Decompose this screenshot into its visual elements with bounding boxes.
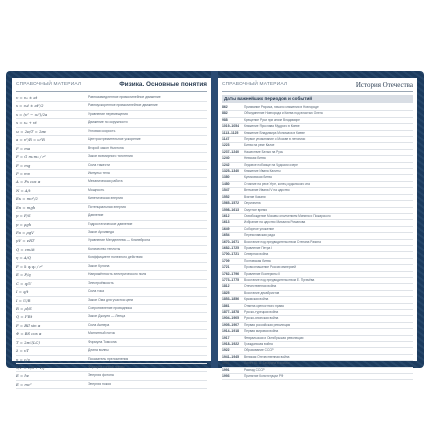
history-row-text: Восстание декабристов: [244, 290, 280, 295]
formula-row: [16, 347, 207, 355]
formula-row-text: Показатель преломления: [88, 356, 129, 361]
history-row-date: 1113–1125: [222, 130, 239, 135]
history-row-text: Невская битва: [244, 156, 266, 161]
formula-row-formula: F = G m₁m₂ / r²: [16, 154, 46, 160]
history-row-text: Образование СССР: [244, 348, 274, 353]
formula-row-formula: n = c/υ: [16, 356, 30, 362]
history-row-text: Опричнина: [244, 201, 261, 206]
formula-row: [16, 381, 207, 389]
formula-row: [16, 212, 207, 220]
history-dates-table: [222, 105, 413, 380]
formula-row-text: Равнозамедленное прямолинейное движение: [88, 95, 161, 99]
history-row-text: Первая российская революция: [244, 322, 291, 327]
history-row-text: Ледовое побоище на Чудском озере: [244, 162, 298, 167]
formula-row-formula: s = (υ² − υ₀²)/2a: [16, 111, 48, 117]
history-row-text: Переяславская рада: [244, 233, 275, 238]
right-page-header: [222, 81, 413, 92]
history-row-text: Нашествие Батыя на Русь: [244, 149, 284, 154]
formula-row: [16, 356, 207, 364]
formula-row-formula: I = U/R: [16, 297, 31, 303]
history-row-date: 1240: [222, 156, 230, 161]
history-row-text: Венчание Ивана IV на царство: [244, 188, 290, 193]
formula-row-formula: Eп = mgh: [16, 204, 36, 210]
formula-row-formula: N = A/t: [16, 187, 31, 193]
history-row-date: 1941–1945: [222, 354, 239, 359]
history-subtitle: Даты важнейших периодов и событий: [224, 96, 313, 101]
formula-row: [16, 313, 207, 321]
history-row-text: Княжение Ивана Калиты: [244, 169, 281, 174]
history-subheader: [222, 95, 413, 103]
formula-row-text: Количество теплоты: [88, 246, 121, 251]
formula-row-text: Формула Томсона: [88, 339, 117, 344]
formula-row: [16, 195, 207, 203]
formula-row-text: Уравнение перемещения: [88, 111, 128, 116]
formula-row-text: Равноускоренное прямолинейное движение: [88, 103, 158, 108]
formula-row-text: Формула тонкой линзы: [88, 365, 125, 369]
formula-row-text: Длина волны: [88, 348, 109, 353]
history-row-date: 1380: [222, 175, 230, 180]
formula-row: [16, 128, 207, 136]
formula-row-formula: p = F/S: [16, 213, 31, 219]
formula-row-text: Уравнение Менделеева — Клапейрона: [88, 238, 150, 243]
history-row-text: Распад СССР: [244, 367, 265, 372]
formula-row: [16, 246, 207, 254]
formula-row-text: Сила тока: [88, 289, 104, 294]
formula-row-formula: Fа = ρgV: [16, 230, 34, 235]
history-row-text: Полтавская битва: [244, 258, 271, 263]
formula-row-text: Закон Архимеда: [88, 230, 114, 234]
history-row-date: 1598–1613: [222, 207, 239, 212]
history-row-date: 1991: [222, 367, 230, 372]
history-row-date: 1812: [222, 284, 230, 289]
formula-row: [16, 119, 207, 127]
physics-formula-table: [16, 94, 207, 389]
history-row-date: 1654: [222, 233, 230, 238]
formula-row: [16, 162, 207, 170]
history-row-text: Февральская и Октябрьская революции: [244, 335, 304, 340]
history-row-text: Стояние на реке Угре, конец ордынского ига: [244, 181, 310, 186]
history-row-text: Русско-японская война: [244, 316, 279, 321]
formula-row: [16, 221, 207, 229]
history-row-date: 1223: [222, 143, 230, 148]
formula-row-formula: λ = υT: [16, 348, 29, 354]
formula-row: [16, 322, 207, 330]
history-row-date: 1147: [222, 137, 230, 142]
formula-row: [16, 170, 207, 178]
history-row-text: Провозглашение России империей: [244, 265, 296, 270]
history-row-date: 882: [222, 111, 228, 116]
formula-row-text: Закон Ома для участка цепи: [88, 297, 134, 302]
history-row-text: Восстание под предводительством Е. Пугачёва: [244, 277, 315, 282]
history-row-text: Правление Петра I: [244, 245, 273, 250]
history-row-text: Русско-турецкая война: [244, 310, 279, 314]
history-row-date: 1709: [222, 258, 230, 263]
formula-row-formula: F = ma: [16, 145, 31, 151]
history-row-text: Взятие Казани: [244, 194, 266, 199]
formula-row-text: Закон Кулона: [88, 263, 110, 268]
history-row-date: 1613: [222, 220, 230, 225]
left-page-tag: СПРАВОЧНЫЙ МАТЕРИАЛ: [16, 82, 82, 87]
history-row-text: Крещение Руси при князе Владимире: [244, 117, 300, 122]
history-row-text: Битва на реке Калке: [244, 143, 275, 148]
left-page: [12, 78, 211, 387]
history-row-date: 1019–1054: [222, 124, 239, 129]
right-page-tag: СПРАВОЧНЫЙ МАТЕРИАЛ: [222, 82, 288, 87]
history-row-date: 1905–1907: [222, 322, 239, 327]
formula-row: [16, 178, 207, 186]
formula-row-text: Второй закон Ньютона: [88, 145, 124, 150]
history-row-date: 1649: [222, 226, 230, 231]
formula-row: [16, 187, 207, 195]
formula-row-formula: x = x₀ + υt: [16, 120, 37, 126]
history-row-text: Правление Екатерины II: [244, 271, 281, 276]
right-page: [218, 78, 417, 379]
history-row-text: Отмена крепостного права: [244, 303, 284, 308]
formula-row: [16, 204, 207, 212]
history-row-date: 1242: [222, 162, 230, 167]
formula-row-formula: Q = I²Rt: [16, 314, 33, 320]
formula-row: [16, 153, 207, 161]
history-row-date: 862: [222, 105, 228, 109]
formula-row-formula: Φ = BS cos α: [16, 331, 42, 337]
formula-row-text: Кинетическая энергия: [88, 196, 123, 201]
history-row-date: 1700–1721: [222, 252, 239, 257]
formula-row-text: Импульс тела: [88, 170, 110, 175]
history-row-date: 1682–1725: [222, 245, 239, 250]
formula-row: [16, 145, 207, 153]
history-row-text: Соборное уложение: [244, 226, 275, 231]
history-row-date: 1917: [222, 335, 230, 340]
formula-row-formula: F = mg: [16, 162, 31, 168]
history-row-date: 1904–1905: [222, 316, 239, 321]
formula-row-formula: s = υ₀t ± at²/2: [16, 103, 44, 109]
formula-row: [16, 237, 207, 245]
formula-row: [16, 305, 207, 313]
history-row-date: 1993: [222, 374, 230, 379]
formula-row: [16, 339, 207, 347]
history-row-text: Смутное время: [244, 207, 267, 212]
formula-row-formula: 1/F = 1/d + 1/f: [16, 365, 45, 370]
notebook-spine: [211, 71, 218, 368]
formula-row-formula: I = q/t: [16, 289, 29, 295]
history-row-date: 1612: [222, 213, 230, 218]
formula-row-text: Коэффициент полезного действия: [88, 255, 143, 260]
formula-row-formula: p = ρgh: [16, 221, 32, 227]
history-row-date: 1918–1922: [222, 342, 239, 347]
history-row-date: 1961: [222, 361, 230, 366]
history-row-text: Избрание на царство Михаила Романова: [244, 220, 306, 225]
formula-row: [16, 271, 207, 279]
history-row-date: 1552: [222, 194, 230, 199]
formula-row-text: Энергия покоя: [88, 381, 111, 386]
history-row-text: Отечественная война: [244, 284, 277, 289]
history-row-text: Великая Отечественная война: [244, 354, 290, 359]
history-row-text: Первая мировая война: [244, 329, 279, 334]
history-row-text: Крымская война: [244, 297, 269, 302]
history-row-text: Первое упоминание о Москве в летописи: [244, 137, 306, 142]
left-page-header: [16, 81, 207, 92]
history-row-date: 988: [222, 117, 228, 122]
formula-row: [16, 372, 207, 380]
formula-row: [16, 254, 207, 262]
history-row-date: 1762–1796: [222, 271, 239, 276]
history-row-date: 1670–1671: [222, 239, 239, 244]
formula-row-text: Энергия фотона: [88, 373, 114, 378]
formula-row-formula: ω = 2π/T = 2πν: [16, 128, 47, 134]
formula-row: [16, 111, 207, 119]
formula-row-formula: T = 2π√(LC): [16, 339, 40, 345]
history-row-date: 1237–1240: [222, 149, 239, 154]
formula-row-formula: A = Fs cos α: [16, 179, 41, 185]
formula-row-text: Магнитный поток: [88, 331, 115, 336]
formula-row-formula: E = F/q: [16, 272, 31, 278]
history-row-date: 1825: [222, 290, 230, 295]
formula-row-formula: C = q/U: [16, 280, 32, 286]
history-row-text: Призвание Рюрика, начало княжения в Новгороде: [244, 105, 319, 109]
formula-row-formula: η = A/Q: [16, 255, 32, 261]
formula-row-text: Мощность: [88, 187, 105, 192]
history-row-text: Гражданская война: [244, 342, 273, 347]
formula-row-text: Электроёмкость: [88, 280, 114, 285]
formula-row-text: Сопротивление проводника: [88, 305, 132, 310]
formula-row-text: Сила Ампера: [88, 322, 110, 327]
formula-row-formula: F = k q₁q₂ / r²: [16, 263, 43, 269]
formula-row-text: Потенциальная энергия: [88, 204, 126, 209]
formula-row: [16, 94, 207, 102]
formula-row: [16, 297, 207, 305]
formula-row-text: Движение по окружности: [88, 120, 128, 125]
formula-row-text: Закон Джоуля — Ленца: [88, 314, 126, 319]
right-page-title: История Отечества: [355, 81, 413, 89]
formula-row: [16, 280, 207, 288]
formula-row-text: Напряжённость электрического поля: [88, 272, 147, 277]
formula-row-formula: E = mc²: [16, 381, 32, 387]
history-row-date: 1922: [222, 348, 230, 353]
formula-row: [16, 229, 207, 237]
history-row-text: Полёт Ю. А. Гагарина в космос: [244, 361, 290, 366]
formula-row: [16, 330, 207, 338]
formula-row-text: Угловая скорость: [88, 128, 116, 133]
history-row-text: Восстание под предводительством Степана Разина: [244, 239, 321, 244]
formula-row-text: Закон всемирного тяготения: [88, 154, 133, 159]
history-row: [222, 374, 413, 380]
formula-row-formula: pV = νRT: [16, 238, 35, 244]
formula-row: [16, 288, 207, 296]
formula-row: [16, 102, 207, 110]
formula-row-formula: R = ρl/S: [16, 305, 32, 311]
formula-row-formula: υ = υ₀ ± at: [16, 95, 38, 100]
formula-row: [16, 364, 207, 372]
formula-row: [16, 136, 207, 144]
history-row-date: 1721: [222, 265, 230, 270]
history-row-date: 1877–1878: [222, 310, 239, 314]
history-row-date: 1480: [222, 181, 230, 186]
formula-row: [16, 263, 207, 271]
history-row-text: Княжение Ярослава Мудрого в Киеве: [244, 124, 300, 129]
formula-row-formula: Eк = mυ²/2: [16, 196, 38, 202]
formula-row-text: Гидростатическое давление: [88, 221, 133, 226]
formula-row-formula: F = BIl sin α: [16, 322, 41, 328]
formula-row-text: Давление: [88, 213, 104, 218]
history-row-date: 1861: [222, 303, 230, 308]
history-row-date: 1325–1340: [222, 169, 239, 174]
formula-row-formula: Q = cmΔt: [16, 246, 35, 252]
left-page-title: Физика. Основные понятия: [119, 81, 207, 88]
history-row-date: 1853–1856: [222, 297, 239, 302]
history-row-text: Принятие Конституции РФ: [244, 374, 284, 379]
formula-row-text: Центростремительное ускорение: [88, 137, 141, 142]
formula-row-formula: P = mυ: [16, 170, 31, 176]
history-row-text: Объединение Новгорода и Киева под властью Олега: [244, 111, 323, 116]
formula-row-text: Сила тяжести: [88, 162, 110, 167]
formula-row-text: Механическая работа: [88, 179, 123, 184]
history-row-date: 1914–1918: [222, 329, 239, 334]
history-row-text: Княжение Владимира Мономаха в Киеве: [244, 130, 305, 135]
history-row-text: Куликовская битва: [244, 175, 272, 180]
history-row-date: 1547: [222, 188, 230, 193]
history-row-text: Северная война: [244, 252, 269, 257]
history-row-text: Освобождение Москвы ополчением Минина и Пожарского: [244, 213, 331, 218]
formula-row-formula: a = υ²/R = ω²R: [16, 137, 45, 143]
history-row-date: 1773–1775: [222, 277, 239, 282]
formula-row-formula: E = hν: [16, 373, 30, 379]
history-row-date: 1565–1572: [222, 201, 239, 206]
